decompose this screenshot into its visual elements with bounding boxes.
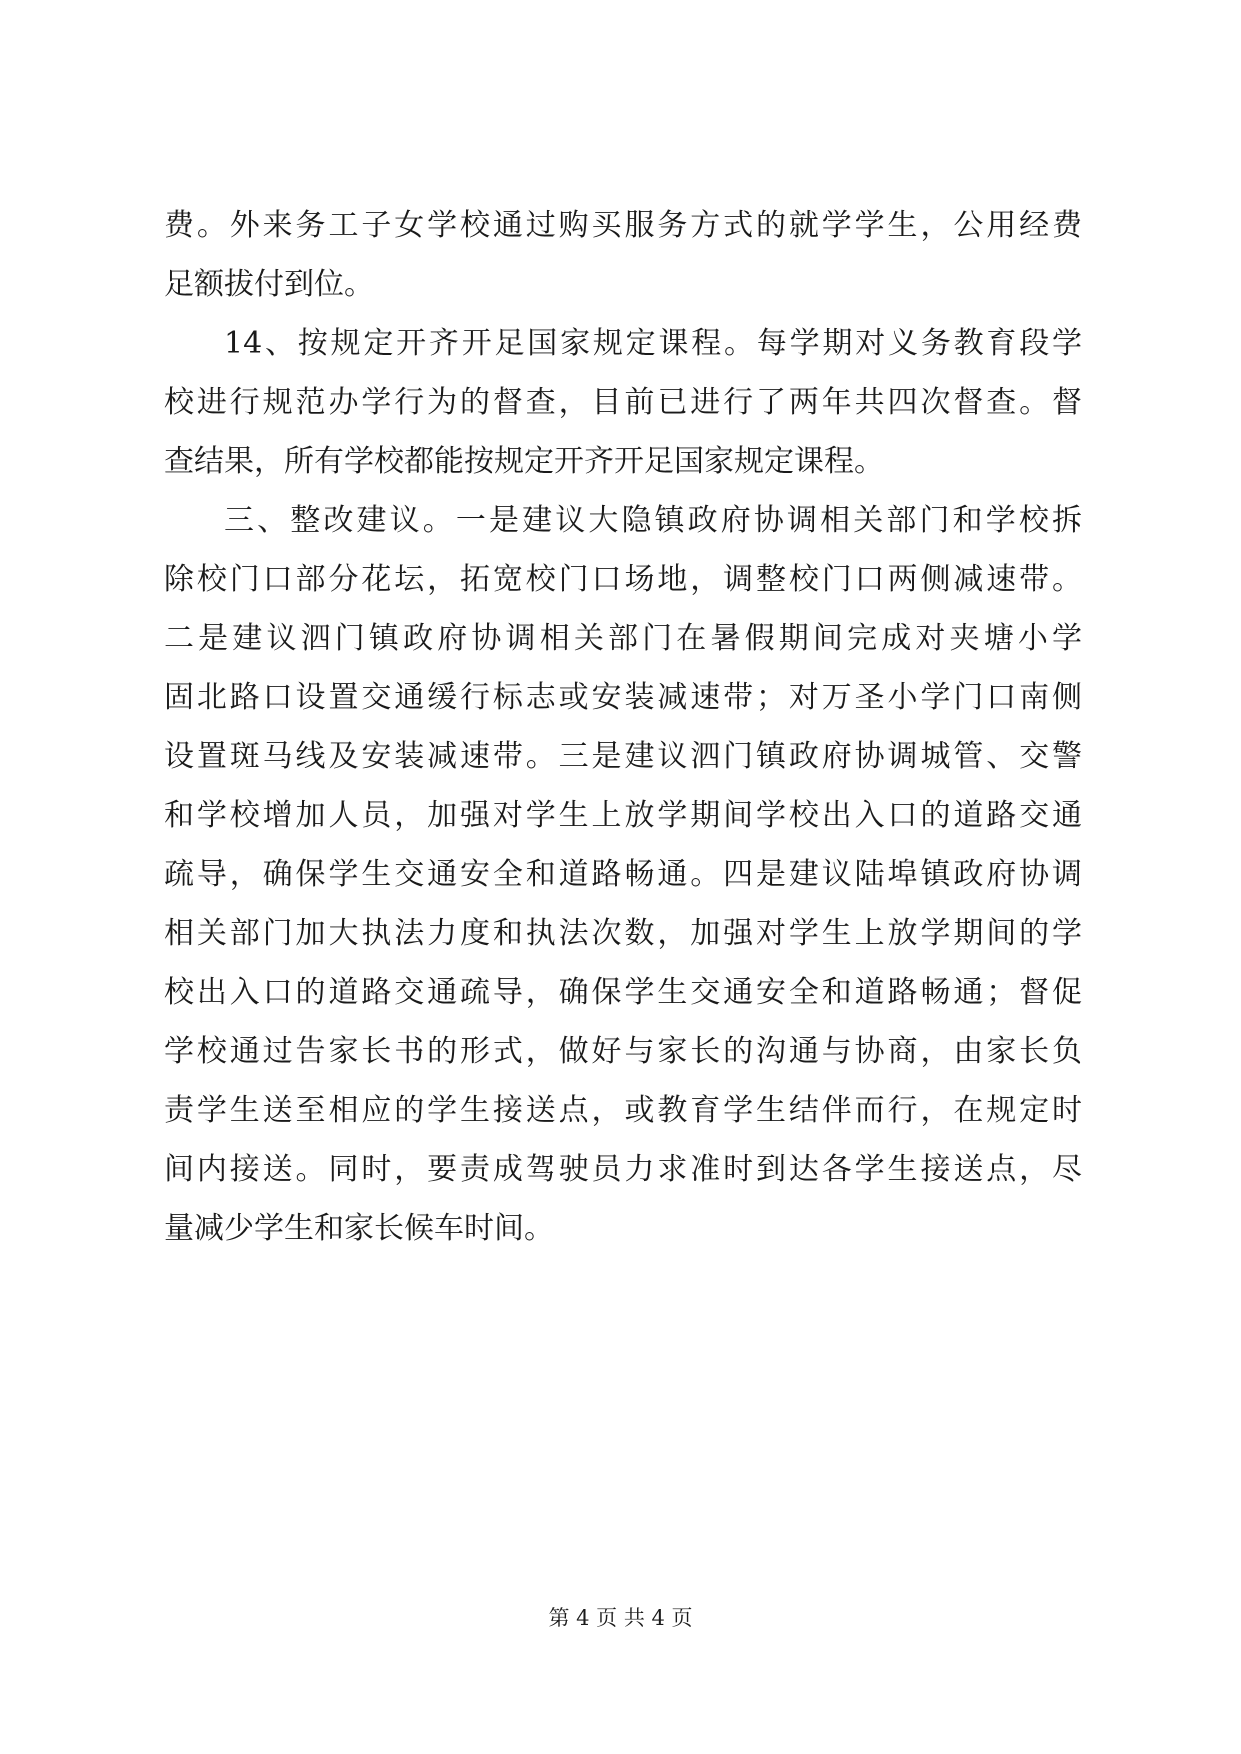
- text-line: 查结果，所有学校都能按规定开齐开足国家规定课程。: [164, 444, 884, 479]
- text-line: 责学生送至相应的学生接送点，或教育学生结伴而行，在规定时: [164, 1093, 1082, 1128]
- text-line: 校出入口的道路交通疏导，确保学生交通安全和道路畅通；督促: [164, 975, 1082, 1010]
- text-line: 费。外来务工子女学校通过购买服务方式的就学学生，公用经费: [164, 208, 1082, 243]
- text-line: 疏导，确保学生交通安全和道路畅通。四是建议陆埠镇政府协调: [164, 857, 1082, 892]
- text-line: 固北路口设置交通缓行标志或安装减速带；对万圣小学门口南侧: [164, 680, 1082, 715]
- text-line: 二是建议泗门镇政府协调相关部门在暑假期间完成对夹塘小学: [164, 621, 1082, 656]
- text-line: 设置斑马线及安装减速带。三是建议泗门镇政府协调城管、交警: [164, 739, 1082, 774]
- text-line: 14、按规定开齐开足国家规定课程。每学期对义务教育段学: [224, 326, 1082, 361]
- text-line: 校进行规范办学行为的督查，目前已进行了两年共四次督查。督: [164, 385, 1082, 420]
- text-line: 量减少学生和家长候车时间。: [164, 1211, 554, 1246]
- text-line: 三、整改建议。一是建议大隐镇政府协调相关部门和学校拆: [224, 503, 1082, 538]
- text-line: 足额拔付到位。: [164, 267, 374, 302]
- text-line: 除校门口部分花坛，拓宽校门口场地，调整校门口两侧减速带。: [164, 562, 1082, 597]
- text-line: 和学校增加人员，加强对学生上放学期间学校出入口的道路交通: [164, 798, 1082, 833]
- page-number: 第 4 页 共 4 页: [548, 1606, 693, 1630]
- document-body: [164, 196, 1082, 1258]
- text-line: 间内接送。同时，要责成驾驶员力求准时到达各学生接送点，尽: [164, 1152, 1082, 1187]
- text-line: 学校通过告家长书的形式，做好与家长的沟通与协商，由家长负: [164, 1034, 1082, 1069]
- text-line: 相关部门加大执法力度和执法次数，加强对学生上放学期间的学: [164, 916, 1082, 951]
